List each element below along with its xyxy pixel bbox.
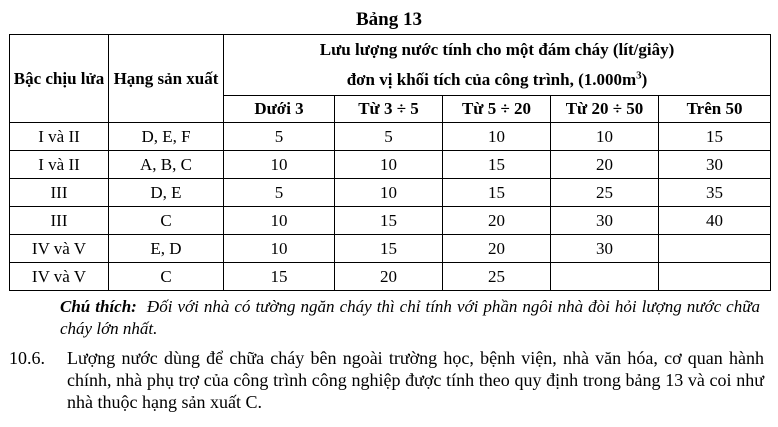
cell-fire-rating: III <box>10 179 109 207</box>
cell-value: 20 <box>443 207 551 235</box>
cell-value: 10 <box>335 151 443 179</box>
cell-value: 15 <box>335 207 443 235</box>
cell-value: 15 <box>443 179 551 207</box>
section-number: 10.6. <box>9 348 45 368</box>
table-caption: Bảng 13 <box>356 9 422 30</box>
water-flow-table <box>9 34 771 291</box>
cell-hazard-class: D, E <box>109 179 224 207</box>
header-hazard-class: Hạng sản xuất <box>109 35 224 123</box>
cell-fire-rating: IV và V <box>10 263 109 291</box>
header-volume-3-5: Từ 3 ÷ 5 <box>335 96 443 123</box>
header-volume-under-3: Dưới 3 <box>224 96 335 123</box>
header-volume-5-20: Từ 5 ÷ 20 <box>443 96 551 123</box>
cell-hazard-class: C <box>109 263 224 291</box>
cell-value: 10 <box>551 123 659 151</box>
cell-value: 30 <box>551 207 659 235</box>
header-flow-rate <box>224 35 771 96</box>
cell-value: 5 <box>335 123 443 151</box>
cell-value: 20 <box>443 235 551 263</box>
cell-value: 40 <box>659 207 771 235</box>
header-unit-exponent: 3 <box>636 69 642 82</box>
cell-value: 25 <box>443 263 551 291</box>
cell-fire-rating: III <box>10 207 109 235</box>
note-text: Đối với nhà có tường ngăn cháy thì chỉ tính với phần ngôi nhà đòi hỏi lượng nước chữa cháy lớn nhất. <box>60 297 761 338</box>
header-flow-rate-line2: đơn vị khối tích của công trình, (1.000m <box>346 70 637 89</box>
cell-value: 10 <box>224 151 335 179</box>
header-flow-rate-line1: Lưu lượng nước tính cho một đám cháy (lít/giây) <box>319 40 675 59</box>
cell-hazard-class: D, E, F <box>109 123 224 151</box>
table-note <box>60 296 760 340</box>
cell-hazard-class: A, B, C <box>109 151 224 179</box>
header-volume-over-50: Trên 50 <box>659 96 771 123</box>
table-row <box>10 151 771 179</box>
cell-value <box>551 263 659 291</box>
cell-value: 30 <box>659 151 771 179</box>
section-paragraph <box>9 347 764 413</box>
cell-value: 10 <box>443 123 551 151</box>
cell-hazard-class: C <box>109 207 224 235</box>
cell-value <box>659 263 771 291</box>
cell-value: 5 <box>224 179 335 207</box>
cell-value: 15 <box>335 235 443 263</box>
cell-value: 10 <box>224 207 335 235</box>
cell-value <box>659 235 771 263</box>
table-row <box>10 207 771 235</box>
cell-value: 20 <box>335 263 443 291</box>
cell-fire-rating: I và II <box>10 151 109 179</box>
cell-value: 5 <box>224 123 335 151</box>
cell-value: 10 <box>335 179 443 207</box>
cell-value: 15 <box>659 123 771 151</box>
table-row <box>10 123 771 151</box>
cell-value: 15 <box>443 151 551 179</box>
cell-value: 15 <box>224 263 335 291</box>
header-fire-rating: Bậc chịu lửa <box>10 35 109 123</box>
note-label: Chú thích: <box>60 297 137 316</box>
cell-fire-rating: I và II <box>10 123 109 151</box>
table-row <box>10 235 771 263</box>
cell-fire-rating: IV và V <box>10 235 109 263</box>
header-flow-rate-end: ) <box>641 70 648 89</box>
cell-value: 30 <box>551 235 659 263</box>
cell-value: 10 <box>224 235 335 263</box>
cell-value: 35 <box>659 179 771 207</box>
table-row <box>10 263 771 291</box>
table-row <box>10 179 771 207</box>
header-volume-20-50: Từ 20 ÷ 50 <box>551 96 659 123</box>
section-text: Lượng nước dùng để chữa cháy bên ngoài trường học, bệnh viện, nhà văn hóa, cơ quan hành chính, nhà phụ trợ của công trình công nghiệp được tính theo quy định trong bảng 13 và coi như nhà thuộc hạng sản xuất C. <box>67 348 764 412</box>
cell-hazard-class: E, D <box>109 235 224 263</box>
cell-value: 25 <box>551 179 659 207</box>
cell-value: 20 <box>551 151 659 179</box>
